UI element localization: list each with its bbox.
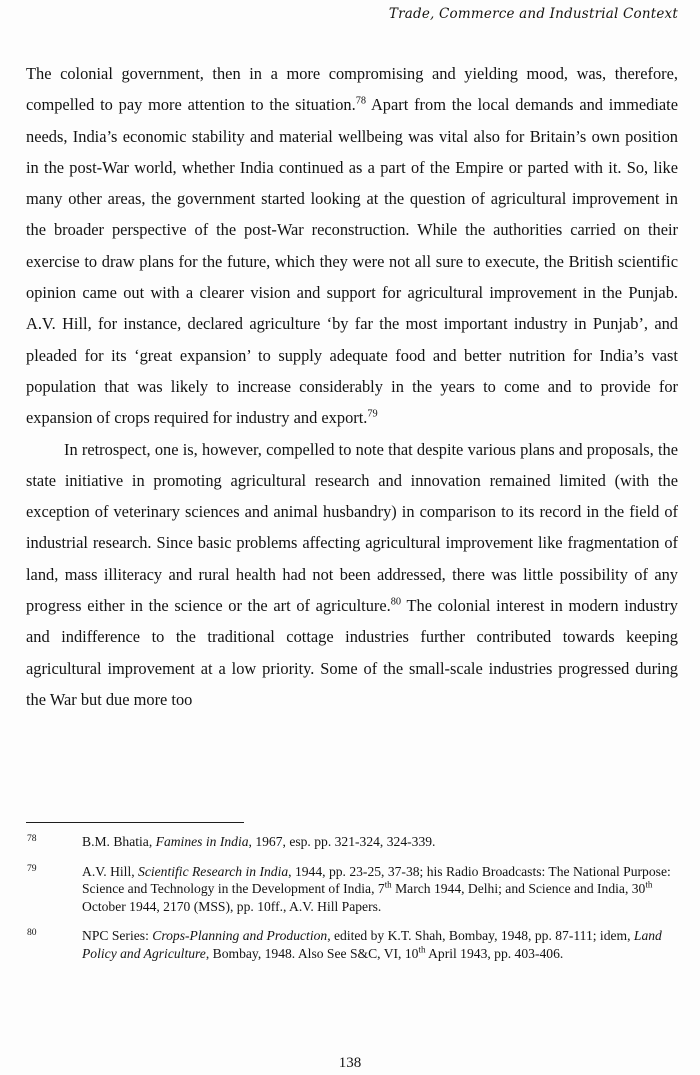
footnote-number: 79 bbox=[27, 862, 37, 874]
footnote-78 bbox=[26, 833, 678, 851]
footnote-ref-79[interactable]: 79 bbox=[367, 408, 378, 420]
footnote-number: 80 bbox=[27, 927, 37, 939]
body-text-block bbox=[26, 58, 678, 715]
paragraph-1 bbox=[26, 58, 678, 434]
footnote-number: 78 bbox=[27, 833, 37, 844]
footnote-separator-rule bbox=[26, 822, 244, 823]
footnote-80 bbox=[26, 927, 678, 962]
footnote-text: B.M. Bhatia, Famines in India, 1967, esp. pp. 321-324, 324-339. bbox=[82, 834, 436, 849]
footnote-ref-80[interactable]: 80 bbox=[390, 596, 402, 608]
footnote-text: A.V. Hill, Scientific Research in India, 1944, pp. 23-25, 37-38; his Radio Broadcasts: The National Purpose: Science and Technology in the Development of India, 7th March 1944, Delhi; and Science and India, 30th October 1944, 2170 (MSS), pp. 10ff., A.V. Hill Papers. bbox=[82, 863, 671, 914]
paragraph-1-text: The colonial government, then in a more compromising and yielding mood, was, therefore, compelled to pay more attention to the situation. bbox=[26, 64, 678, 115]
paragraph-2-continued: The colonial interest in modern industry and indifference to the traditional cottage industries further contributed towards keeping agricultural improvement at a low priority. Some of the small-scale industries progressed during the War but due more too bbox=[26, 596, 678, 709]
footnote-ref-78[interactable]: 78 bbox=[355, 95, 367, 107]
page-number: 138 bbox=[338, 1055, 362, 1071]
footnote-79 bbox=[26, 863, 678, 916]
paragraph-1-continued: Apart from the local demands and immediate needs, India’s economic stability and material wellbeing was vital also for Britain’s own position in the post-War world, whether India continued as a part of the Empire or parted with it. So, like many other areas, the government started looking at the question of agricultural improvement in the broader perspective of the post-War reconstruction. While the authorities carried on their exercise to draw plans for the future, which they were not all sure to execute, the British scientific opinion came out with a clearer vision and support for agricultural improvement in the Punjab. A.V. Hill, for instance, declared agriculture ‘by far the most important industry in Punjab’, and pleaded for its ‘great expansion’ to supply adequate food and better nutrition for India’s vast population that was likely to increase considerably in the years to come and to provide for expansion of crops required for industry and export. bbox=[26, 95, 678, 428]
footnote-text: NPC Series: Crops-Planning and Production, edited by K.T. Shah, Bombay, 1948, pp. 87-111; idem, Land Policy and Agriculture, Bombay, 1948. Also See S&C, VI, 10th April 1943, pp. 403-406. bbox=[82, 928, 662, 961]
paragraph-2 bbox=[26, 434, 678, 716]
footnotes-section bbox=[26, 822, 678, 963]
running-header: Trade, Commerce and Industrial Context bbox=[388, 6, 678, 22]
footnote-list bbox=[26, 833, 678, 963]
paragraph-2-text: In retrospect, one is, however, compelled to note that despite various plans and proposals, the state initiative in promoting agricultural research and innovation remained limited (with the exception of veterinary sciences and animal husbandry) in comparison to its record in the field of industrial research. Since basic problems affecting agricultural improvement like fragmentation of land, mass illiteracy and rural health had not been addressed, there was little possibility of any progress either in the science or the art of agriculture. bbox=[26, 439, 678, 616]
